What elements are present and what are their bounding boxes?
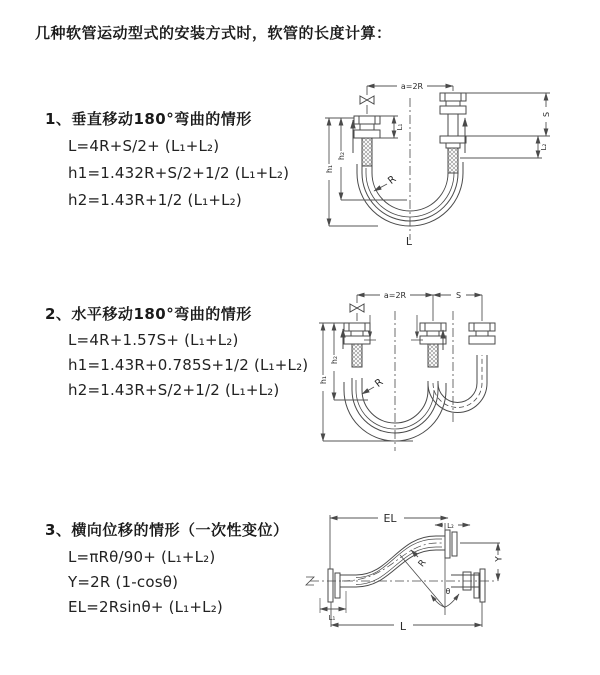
- d1-labels: [325, 82, 551, 248]
- d1-radius-label: R: [386, 173, 399, 187]
- d3-angle-label: θ: [445, 587, 451, 596]
- section-2-formula-h1: h1=1.43R+0.785S+1/2 (L₁+L₂): [68, 356, 309, 374]
- section-1-heading: 1、垂直移动180°弯曲的情形: [45, 110, 252, 128]
- section-2-heading: 2、水平移动180°弯曲的情形: [45, 305, 252, 323]
- d1-hose-drawing: [353, 93, 466, 240]
- d1-dimensions: [325, 86, 550, 226]
- d2-dimensions: [319, 295, 482, 441]
- section-3-formula-EL: EL=2Rsinθ+ (L₁+L₂): [68, 598, 223, 616]
- d2-dim-h2-label: h₂: [330, 355, 339, 365]
- d1-dim-a2r-label: a=2R: [400, 82, 424, 91]
- d1-length-label: L: [405, 235, 413, 248]
- section-3-heading: 3、横向位移的情形（一次性变位）: [45, 521, 289, 539]
- section-3-formula-Y: Y=2R (1-cosθ): [68, 573, 179, 591]
- d2-radius-label: R: [373, 376, 386, 390]
- section-1-formula-h1: h1=1.432R+S/2+1/2 (L₁+L₂): [68, 164, 290, 182]
- d1-dim-l2-label: L₂: [540, 143, 548, 151]
- diagram-lateral-displacement: [298, 503, 590, 640]
- valve-icon: [360, 96, 374, 104]
- d1-dim-h1-label: h₁: [325, 164, 334, 174]
- d2-dim-a2r-label: a=2R: [383, 291, 407, 300]
- d2-dim-s-label: S: [455, 291, 462, 300]
- d2-labels: [319, 291, 461, 390]
- d3-dim-y-label: Y: [494, 556, 505, 562]
- d3-dim-el-label: EL: [383, 512, 397, 525]
- page-title: 几种软管运动型式的安装方式时，软管的长度计算：: [35, 24, 392, 42]
- d3-dim-l1-label: L₁: [328, 614, 336, 622]
- d3-dimensions: [320, 515, 500, 627]
- section-3-formula-L: L=πRθ/90+ (L₁+L₂): [68, 548, 216, 566]
- d3-length-label: L: [399, 620, 407, 633]
- d3-hose-drawing: [306, 523, 494, 615]
- diagram-vertical-180-bend: [310, 68, 590, 258]
- d2-hose-drawing: [343, 304, 495, 451]
- section-2-formula-h2: h2=1.43R+S/2+1/2 (L₁+L₂): [68, 381, 280, 399]
- d3-radius-label: R: [416, 558, 429, 570]
- d1-dim-l1-label: L₁: [396, 123, 404, 131]
- d1-dim-h2-label: h₂: [337, 151, 346, 161]
- diagram-horizontal-180-bend: [308, 283, 590, 461]
- section-1-formula-L: L=4R+S/2+ (L₁+L₂): [68, 137, 220, 155]
- valve-icon: [350, 304, 364, 312]
- d2-dim-h1-label: h₁: [319, 375, 328, 385]
- d1-dim-s-label: S: [542, 111, 551, 118]
- section-2-formula-L: L=4R+1.57S+ (L₁+L₂): [68, 331, 239, 349]
- d3-dim-l2-label: L₂: [447, 522, 454, 530]
- section-1-formula-h2: h2=1.43R+1/2 (L₁+L₂): [68, 191, 242, 209]
